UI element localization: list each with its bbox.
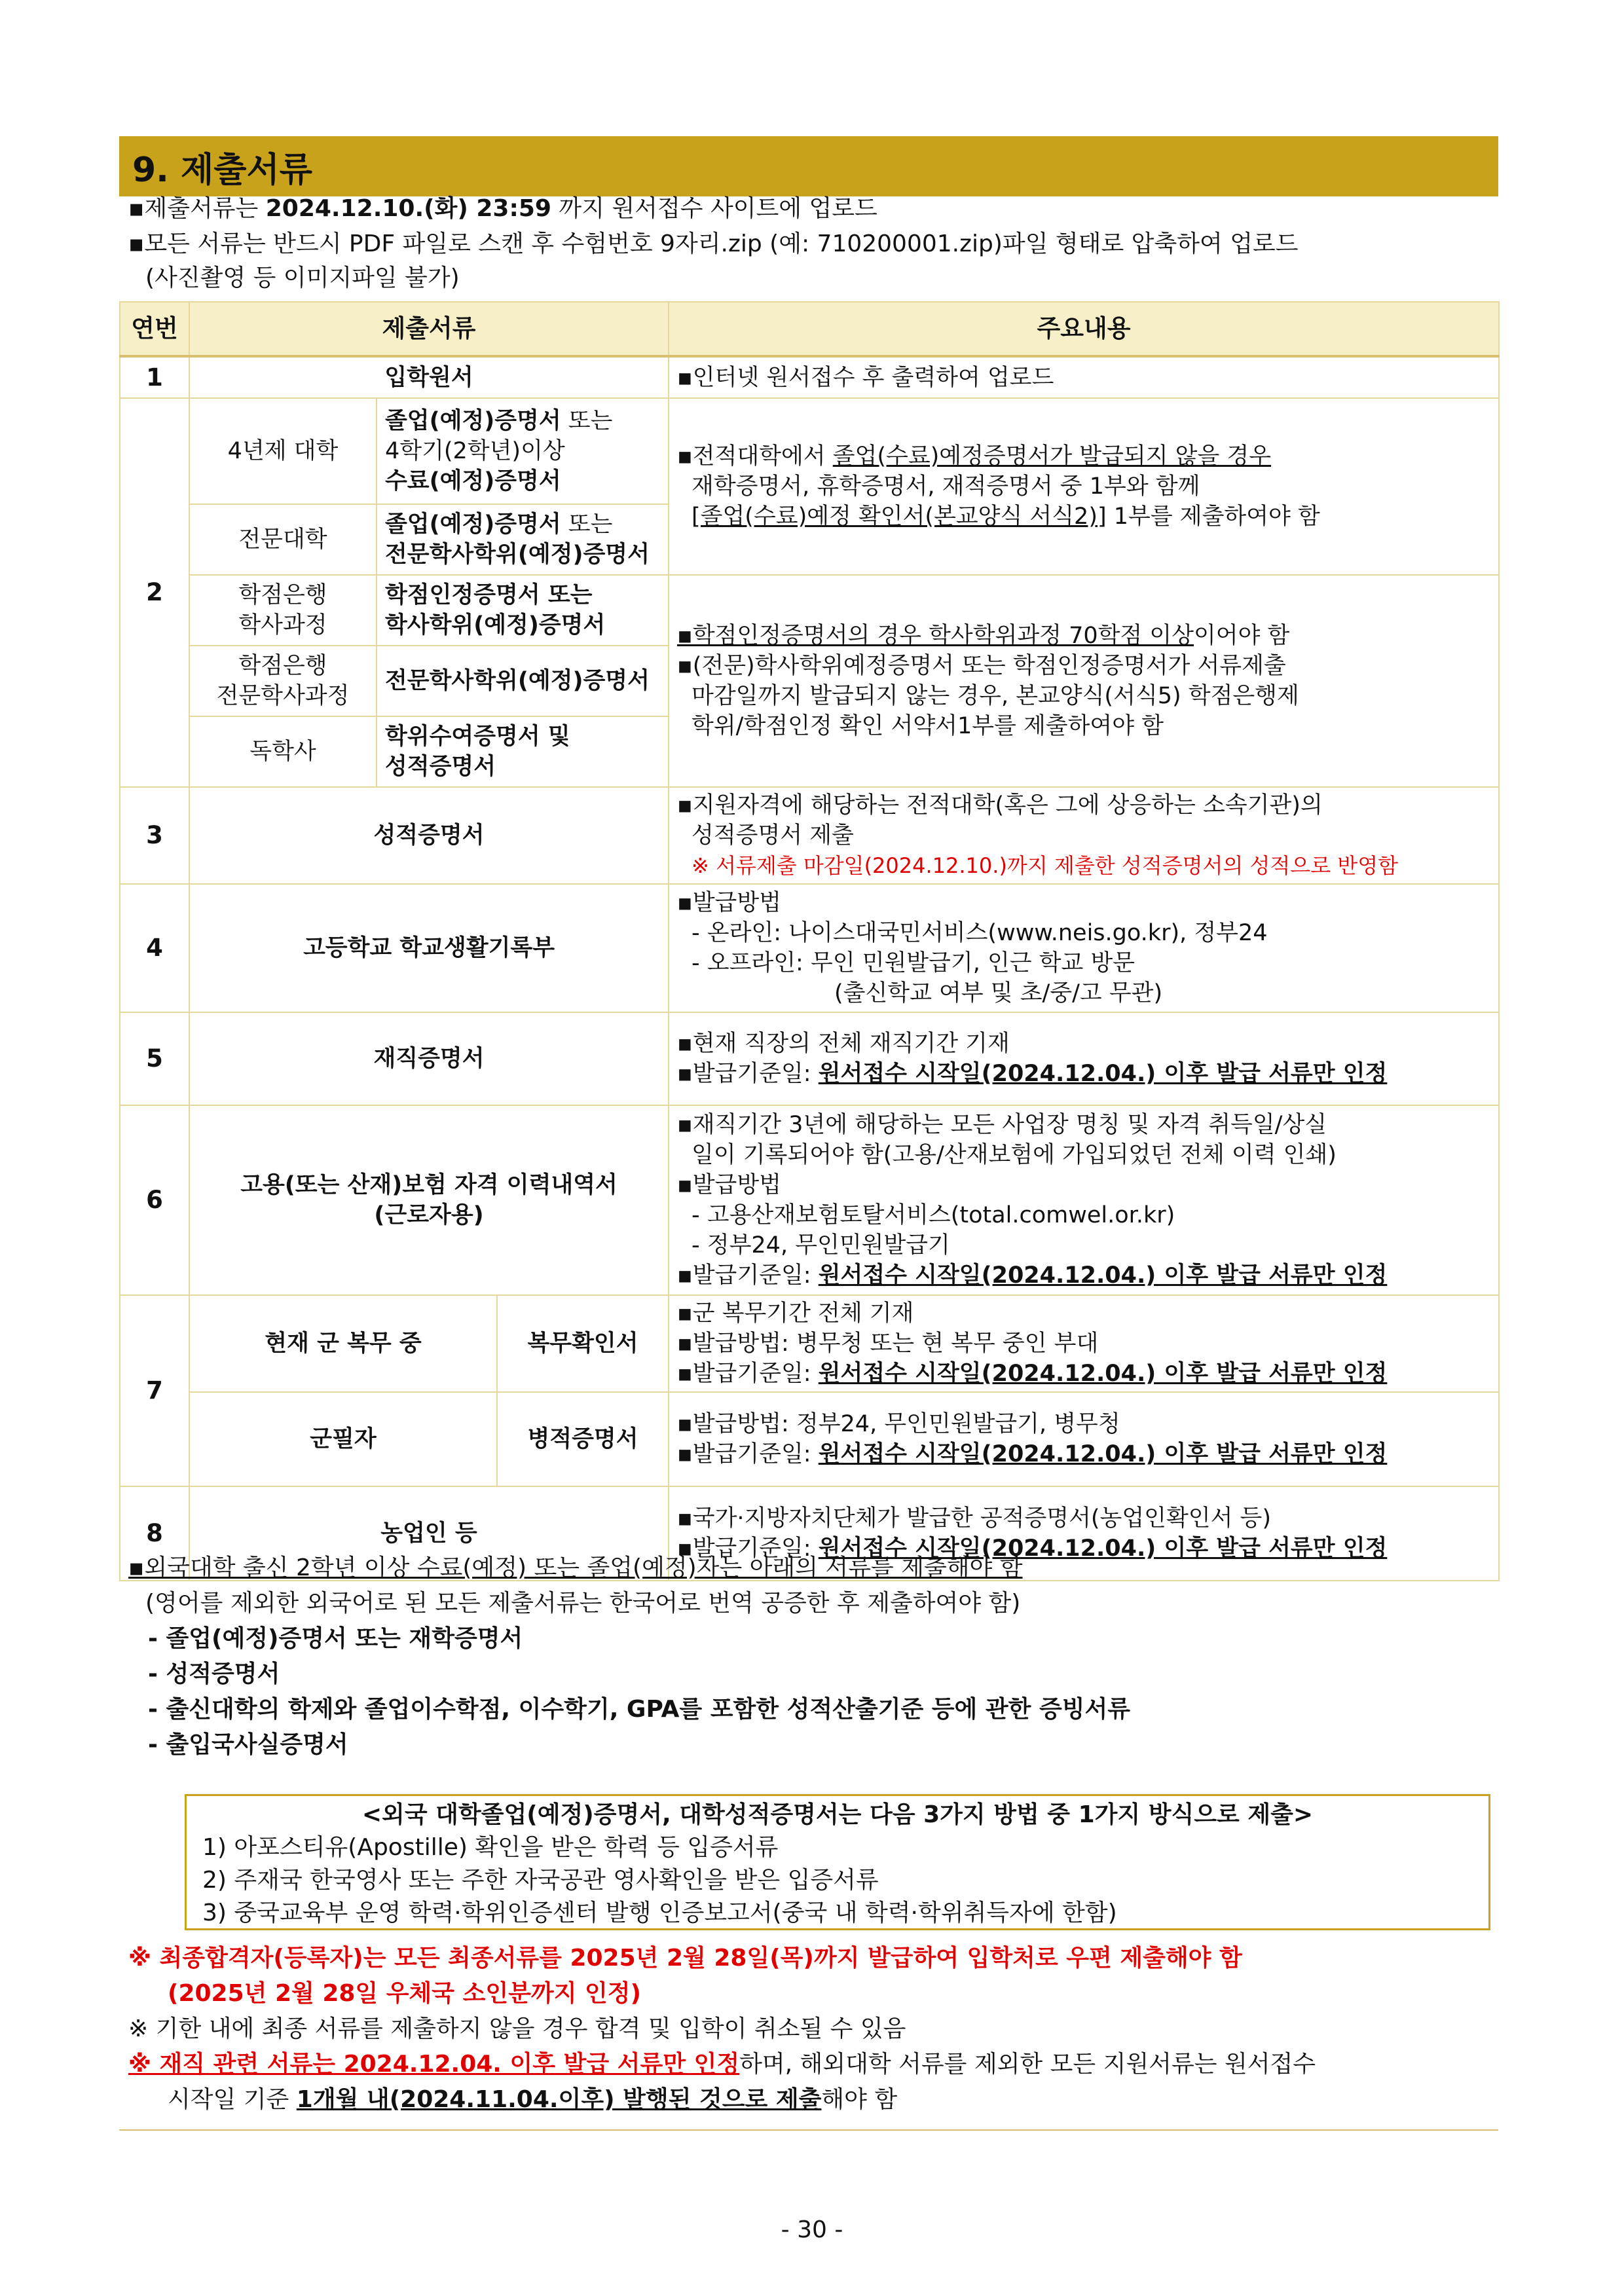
box-method: 2) 주재국 한국영사 또는 주한 자국공관 영사확인을 받은 입증서류 [202, 1867, 879, 1894]
doc-name: 고등학교 학교생활기록부 [189, 884, 669, 1012]
doc-content: ▪학점인정증명서의 경우 학사학위과정 70학점 이상이어야 함 ▪(전문)학사학위예정증명서 또는 학점인정증명서가 서류제출 마감일까지 발급되지 않는 경우, 본교양식(서식5) 학점은행제 학위/학점인정 확인 서약서1부를 제출하여야 함 [669, 575, 1499, 787]
row-number: 2 [120, 398, 189, 787]
note-employment: ※ 재직 관련 서류는 2024.12.04. 이후 발급 서류만 인정하며, 해외대학 서류를 제외한 모든 지원서류는 원서접수 [128, 2051, 1316, 2078]
doc-content: ▪국가·지방자치단체가 발급한 공적증명서(농업인확인서 등) ▪발급기준일: 원서접수 시작일(2024.12.04.) 이후 발급 서류만 인정 [669, 1486, 1499, 1581]
intro-text: ▪제출서류는 [128, 195, 266, 222]
doc-name: 병적증명서 [497, 1392, 669, 1486]
doc-name: 고용(또는 산재)보험 자격 이력내역서 (근로자용) [189, 1105, 669, 1295]
documents-table [119, 301, 1500, 1581]
doc-content: ▪재직기간 3년에 해당하는 모든 사업장 명칭 및 자격 취득일/상실 일이 기록되어야 함(고용/산재보험에 가입되었던 전체 이력 인쇄) ▪발급방법 - 고용산재보험토탈서비스(total.comwel.or.kr) - 정부24, 무인민원발급기 ▪발급기준일: 원서접수 시작일(2024.12.04.) 이후 발급 서류만 인정 [669, 1105, 1499, 1295]
foreign-item: - 졸업(예정)증명서 또는 재학증명서 [148, 1625, 523, 1652]
foreign-item: - 출신대학의 학제와 졸업이수학점, 이수학기, GPA를 포함한 성적산출기준 등에 관한 증빙서류 [148, 1696, 1131, 1723]
section-title: 9. 제출서류 [132, 150, 312, 190]
row-number: 8 [120, 1486, 189, 1581]
doc-name: 졸업(예정)증명서 또는 4학기(2학년)이상 수료(예정)증명서 [377, 398, 669, 504]
intro-line-2: ▪모든 서류는 반드시 PDF 파일로 스캔 후 수험번호 9자리.zip (예: 710200001.zip)파일 형태로 압축하여 업로드 [128, 230, 1299, 257]
category-label: 전문대학 [189, 504, 377, 575]
table-row [120, 884, 1499, 1012]
note-issue-date: 시작일 기준 1개월 내(2024.11.04.이후) 발행된 것으로 제출해야 함 [168, 2086, 898, 2113]
note-final-docs-postmark: (2025년 2월 28일 우체국 소인분까지 인정) [168, 1980, 642, 2007]
deadline-date: 2024.12.10.(화) 23:59 [265, 195, 551, 222]
header-no: 연번 [120, 302, 189, 356]
row-number: 3 [120, 787, 189, 884]
submission-methods-box [185, 1794, 1490, 1930]
table-header-row [120, 302, 1499, 356]
foreign-line-1: ▪외국대학 출신 2학년 이상 수료(예정) 또는 졸업(예정)자는 아래의 서류를 제출해야 함 [128, 1554, 1023, 1581]
intro-line-3: (사진촬영 등 이미지파일 불가) [145, 265, 460, 291]
row-number: 5 [120, 1012, 189, 1105]
table-row [120, 1392, 1499, 1486]
doc-content: ▪지원자격에 해당하는 전적대학(혹은 그에 상응하는 소속기관)의 성적증명서 제출 ※ 서류제출 마감일(2024.12.10.)까지 제출한 성적증명서의 성적으로 반영함 [669, 787, 1499, 884]
table-row [120, 1105, 1499, 1295]
row-number: 1 [120, 356, 189, 398]
header-content: 주요내용 [669, 302, 1499, 356]
table-row [120, 1295, 1499, 1392]
doc-content: ▪전적대학에서 졸업(수료)예정증명서가 발급되지 않을 경우 재학증명서, 휴학증명서, 재적증명서 중 1부와 함께 [졸업(수료)예정 확인서(본교양식 서식2)] 1부를 제출하여야 함 [669, 398, 1499, 575]
bottom-divider [119, 2129, 1498, 2131]
row-number: 7 [120, 1295, 189, 1486]
note-cancellation: ※ 기한 내에 최종 서류를 제출하지 않을 경우 합격 및 입학이 취소될 수 있음 [128, 2015, 906, 2042]
foreign-item: - 출입국사실증명서 [148, 1731, 348, 1758]
category-label: 군필자 [189, 1392, 497, 1486]
doc-content: ▪발급방법 - 온라인: 나이스대국민서비스(www.neis.go.kr), 정부24 - 오프라인: 무인 민원발급기, 인근 학교 방문 (출신학교 여부 및 초/중/고 무관) [669, 884, 1499, 1012]
doc-name: 입학원서 [189, 356, 669, 398]
table-row [120, 398, 1499, 504]
doc-content: ▪인터넷 원서접수 후 출력하여 업로드 [669, 356, 1499, 398]
category-label: 현재 군 복무 중 [189, 1295, 497, 1392]
table-row [120, 1012, 1499, 1105]
row-number: 6 [120, 1105, 189, 1295]
category-label: 학점은행 학사과정 [189, 575, 377, 646]
doc-name: 학점인정증명서 또는 학사학위(예정)증명서 [377, 575, 669, 646]
doc-name: 농업인 등 [189, 1486, 669, 1581]
foreign-line-2: (영어를 제외한 외국어로 된 모든 제출서류는 한국어로 번역 공증한 후 제출하여야 함) [145, 1590, 1021, 1617]
table-row [120, 575, 1499, 646]
table-row [120, 787, 1499, 884]
doc-name: 복무확인서 [497, 1295, 669, 1392]
row-number: 4 [120, 884, 189, 1012]
note-final-docs: ※ 최종합격자(등록자)는 모든 최종서류를 2025년 2월 28일(목)까지 발급하여 입학처로 우편 제출해야 함 [128, 1945, 1242, 1972]
foreign-item: - 성적증명서 [148, 1661, 280, 1687]
doc-name: 재직증명서 [189, 1012, 669, 1105]
table-row [120, 356, 1499, 398]
category-label: 4년제 대학 [189, 398, 377, 504]
doc-content: ▪현재 직장의 전체 재직기간 기재 ▪발급기준일: 원서접수 시작일(2024.12.04.) 이후 발급 서류만 인정 [669, 1012, 1499, 1105]
doc-name: 졸업(예정)증명서 또는 전문학사학위(예정)증명서 [377, 504, 669, 575]
intro-text: 까지 원서접수 사이트에 업로드 [551, 195, 877, 222]
header-doc: 제출서류 [189, 302, 669, 356]
intro-line-1 [128, 193, 1497, 225]
doc-name: 성적증명서 [189, 787, 669, 884]
doc-name: 학위수여증명서 및 성적증명서 [377, 716, 669, 787]
box-method: 1) 아포스티유(Apostille) 확인을 받은 학력 등 입증서류 [202, 1834, 779, 1861]
doc-content: ▪발급방법: 정부24, 무인민원발급기, 병무청 ▪발급기준일: 원서접수 시작일(2024.12.04.) 이후 발급 서류만 인정 [669, 1392, 1499, 1486]
page-number: - 30 - [781, 2216, 843, 2243]
category-label: 독학사 [189, 716, 377, 787]
section-header [119, 136, 1498, 196]
category-label: 학점은행 전문학사과정 [189, 646, 377, 716]
doc-name: 전문학사학위(예정)증명서 [377, 646, 669, 716]
box-method: 3) 중국교육부 운영 학력·학위인증센터 발행 인증보고서(중국 내 학력·학위취득자에 한함) [202, 1900, 1117, 1926]
box-title: <외국 대학졸업(예정)증명서, 대학성적증명서는 다음 3가지 방법 중 1가지 방식으로 제출> [361, 1801, 1314, 1828]
doc-content: ▪군 복무기간 전체 기재 ▪발급방법: 병무청 또는 현 복무 중인 부대 ▪발급기준일: 원서접수 시작일(2024.12.04.) 이후 발급 서류만 인정 [669, 1295, 1499, 1392]
